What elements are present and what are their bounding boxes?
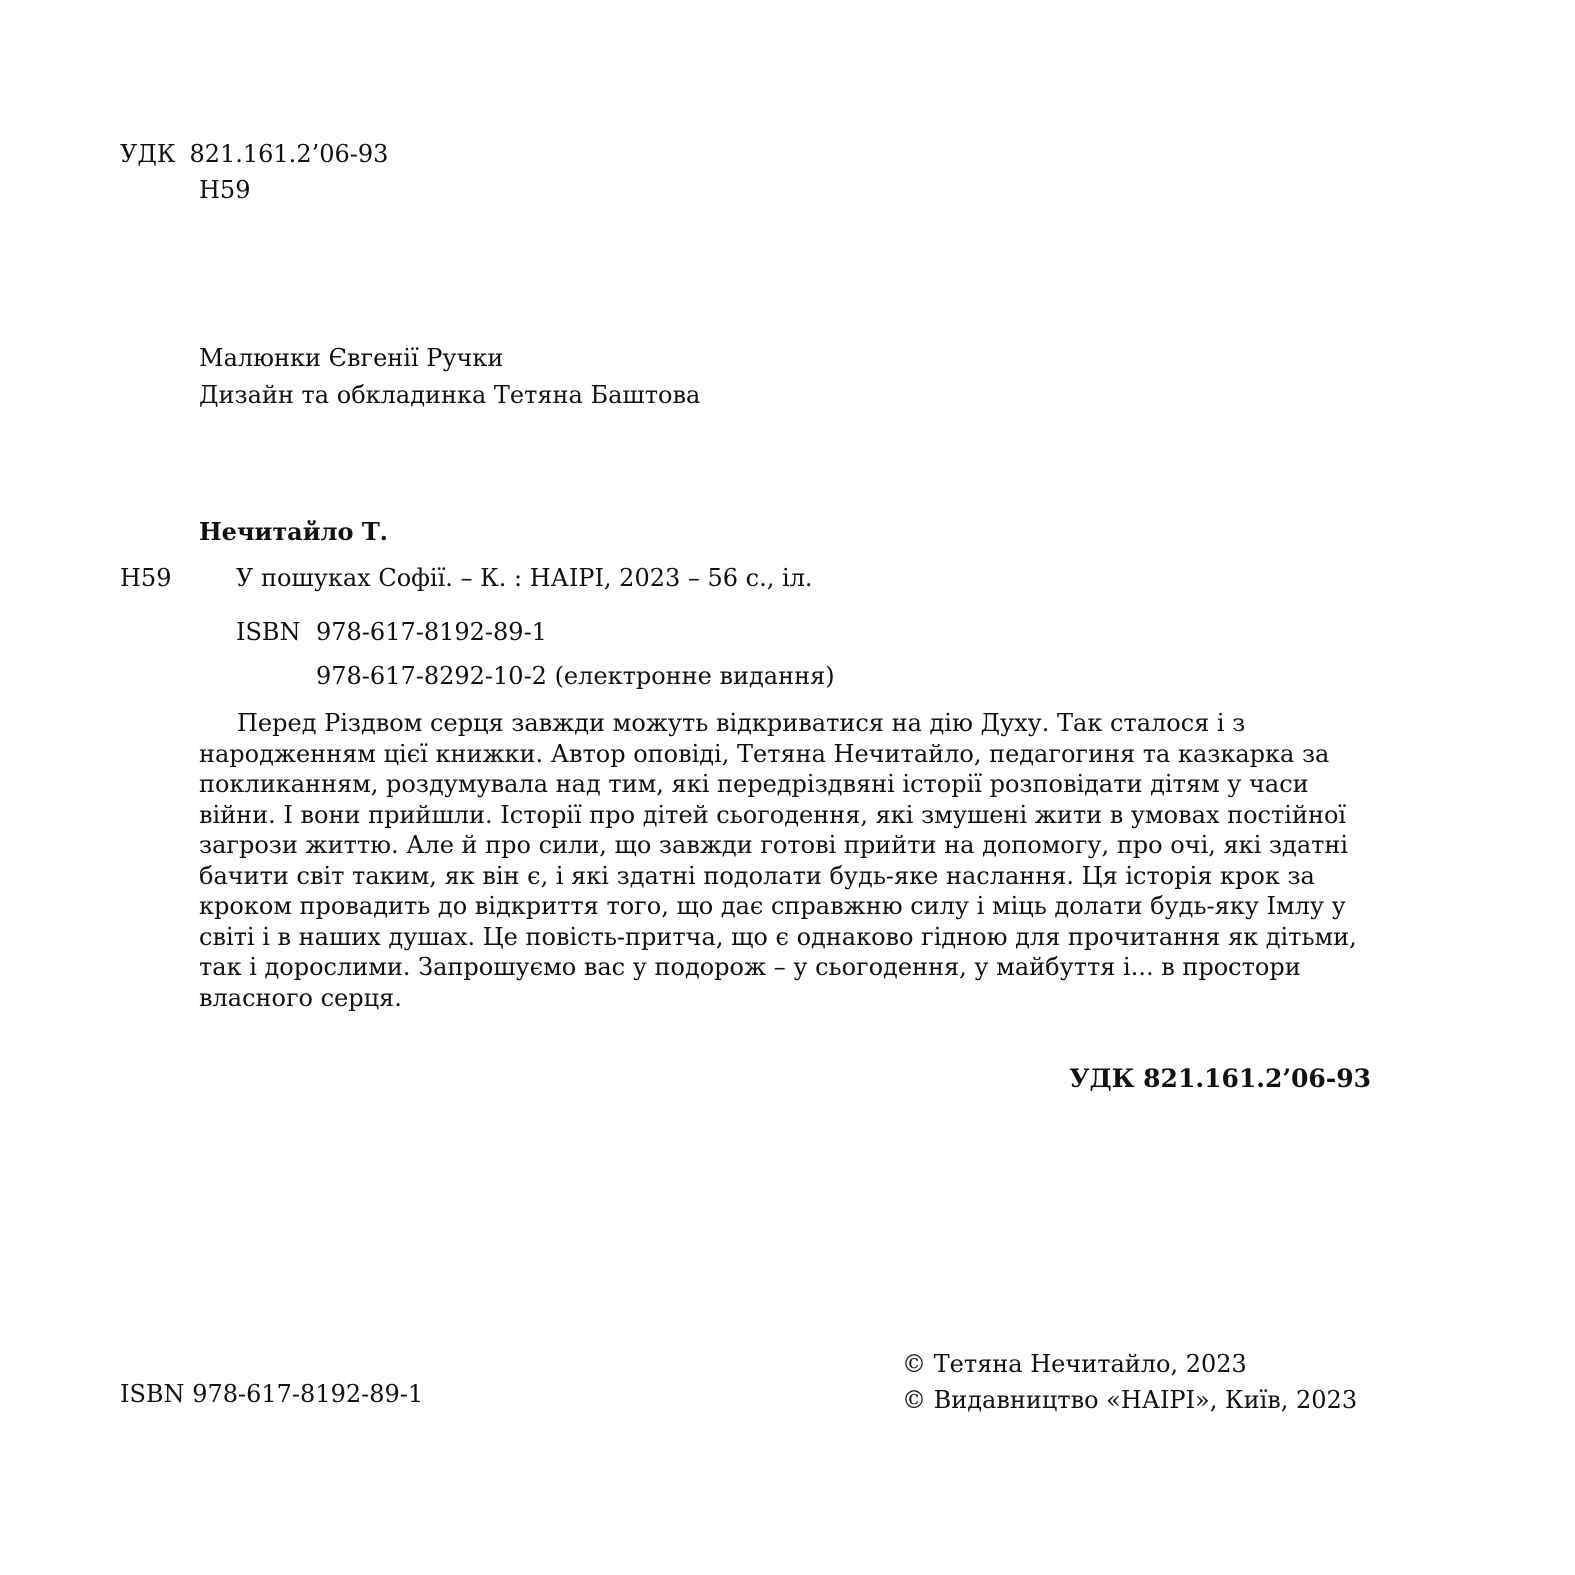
- udk-code: 821.161.2’06-93: [189, 140, 389, 168]
- udk-label: УДК: [120, 140, 176, 168]
- copyright-author: © Тетяна Нечитайло, 2023: [902, 1350, 1247, 1378]
- isbn-electronic-line: [236, 654, 835, 698]
- design-credit: Дизайн та обкладинка Тетяна Баштова: [199, 381, 701, 409]
- abstract: Перед Різдвом серця завжди можуть відкриватися на дію Духу. Так сталося і з народженням цієї книжки. Автор оповіді, Тетяна Нечитайло, педагогиня та казкарка за покликанням, роздумувала над тим, які передріздвяні історії розповідати дітям у часи війни. І вони прийшли. Історії про дітей сьогодення, які змушені жити в умовах постійної загрози життю. Але й про сили, що завжди готові прийти на допомогу, про очі, які здатні бачити світ таким, як він є, і які здатні подолати будь-яке наслання. Ця історія крок за кроком провадить до відкриття того, що дає справжню силу і міць долати будь-яку Імлу у світі і в наших душах. Це повість-притча, що є однаково гідною для прочитання як дітьми, так і дорослими. Запрошуємо вас у подорож – у сьогодення, у майбуття і... в простори власного серця.: [199, 709, 1357, 1012]
- credits: [199, 340, 700, 414]
- bibliographic-description: У пошуках Софії. – К. : НАІРІ, 2023 – 56 с., іл.: [236, 564, 813, 592]
- isbn-footer: ISBN 978-617-8192-89-1: [120, 1380, 424, 1408]
- isbn-label: ISBN: [236, 618, 301, 646]
- author-heading: Нечитайло Т.: [199, 517, 389, 546]
- udk-footer: УДК 821.161.2’06-93: [1069, 1064, 1371, 1093]
- isbn-print: 978-617-8192-89-1: [316, 618, 547, 646]
- copyright-publisher: © Видавництво «НАІРІ», Київ, 2023: [902, 1386, 1358, 1414]
- isbn-print-line: [236, 610, 835, 654]
- isbn-electronic: 978-617-8292-10-2 (електронне видання): [316, 662, 835, 690]
- copyright-block: [902, 1346, 1357, 1418]
- illustrations-credit: Малюнки Євгенії Ручки: [199, 344, 504, 372]
- author-mark-header: Н59: [199, 176, 251, 204]
- isbn-block: [236, 610, 835, 698]
- author-mark: Н59: [120, 564, 172, 592]
- udk-header: [120, 142, 388, 166]
